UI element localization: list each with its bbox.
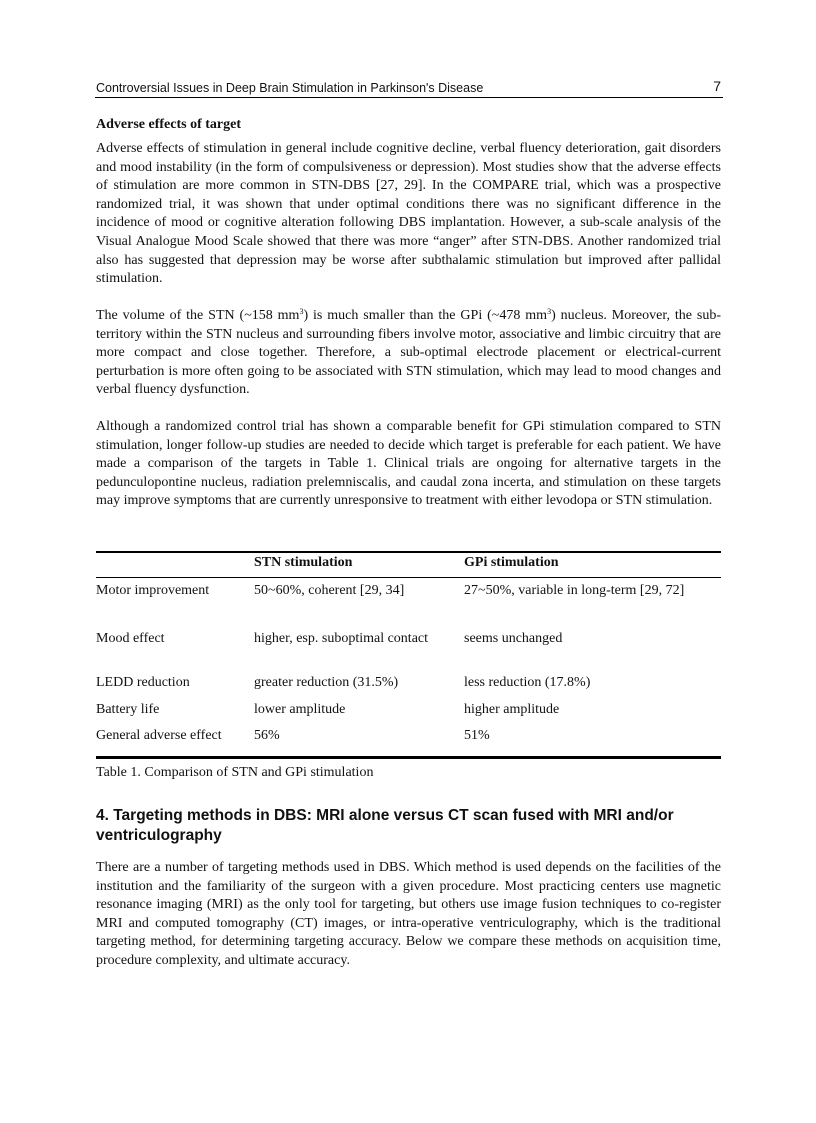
section-heading-adverse-effects: Adverse effects of target bbox=[96, 117, 241, 132]
running-head-title: Controversial Issues in Deep Brain Stimulation in Parkinson's Disease bbox=[96, 81, 484, 95]
table-row-label: Battery life bbox=[96, 702, 160, 717]
table-cell-gpi: 27~50%, variable in long-term [29, 72] bbox=[464, 583, 685, 598]
table-cell-gpi: higher amplitude bbox=[464, 702, 560, 717]
comparison-table bbox=[96, 551, 721, 759]
table-cell-gpi: less reduction (17.8%) bbox=[464, 675, 591, 690]
table-bottom-rule bbox=[96, 756, 721, 759]
paragraph-comparison-trials: Although a randomized control trial has shown a comparable benefit for GPi stimulation compared to STN stimulation, longer follow-up studies are needed to decide which target is preferable for each patient. We have made a comparison of the targets in Table 1. Clinical trials are ongoing for alternative targets in the pedunculopontine nucleus, radiation prelemniscalis, and caudal zona incerta, and stimulation on these targets may improve symptoms that are currently unresponsive to treatment with either levodopa or STN stimulation. bbox=[96, 419, 721, 509]
table-cell-stn: higher, esp. suboptimal contact bbox=[254, 631, 429, 646]
table-cell-stn: 56% bbox=[254, 728, 280, 743]
paragraph-stn-volume-text-3: ) nucleus. Moreover, the sub-territory within the STN nucleus and surrounding fibers involve motor, associative and limbic circuitry that are more compact and close together. Therefore, a sub-optimal electrode placement or electrical-current perturbation is more often going to be associated with STN stimulation, which may lead to mood changes and verbal fluency dysfunction. bbox=[96, 308, 721, 398]
paragraph-stn-volume-text-2: ) is much smaller than the GPi (~478 mm bbox=[303, 308, 548, 323]
table-cell-stn: 50~60%, coherent [29, 34] bbox=[254, 583, 405, 598]
table-row-label: LEDD reduction bbox=[96, 675, 190, 690]
paragraph-stn-volume-text-1: The volume of the STN (~158 mm bbox=[96, 308, 300, 323]
paragraph-adverse-effects: Adverse effects of stimulation in general include cognitive decline, verbal fluency deterioration, gait disorders and mood instability (in the form of compulsiveness or depression). Most studies show that the adverse effects of stimulation are more common in STN-DBS [27, 29]. In the COMPARE trial, which was a prospective randomized trial, it was shown that under optimal conditions there was no significant difference in the incidence of mood or cognitive alteration following DBS implantation. However, a sub-scale analysis of the Visual Analogue Mood Scale showed that there was more “anger” after STN-DBS. Another randomized trial also has suggested that depression may be worse after subthalamic stimulation but improved after pallidal stimulation. bbox=[96, 141, 721, 287]
table-cell-stn: greater reduction (31.5%) bbox=[254, 675, 399, 690]
table-cell-gpi: 51% bbox=[464, 728, 490, 743]
table-caption: Table 1. Comparison of STN and GPi stimulation bbox=[96, 765, 374, 780]
table-cell-gpi: seems unchanged bbox=[464, 631, 563, 646]
table-top-rule bbox=[96, 551, 721, 553]
table-header-gpi: GPi stimulation bbox=[464, 555, 559, 570]
section-heading-targeting-methods: 4. Targeting methods in DBS: MRI alone versus CT scan fused with MRI and/or ventriculography bbox=[96, 807, 674, 844]
table-header-rule bbox=[96, 577, 721, 578]
page-number: 7 bbox=[713, 78, 721, 94]
running-head bbox=[95, 80, 723, 98]
paragraph-targeting-methods: There are a number of targeting methods used in DBS. Which method is used depends on the facilities of the institution and the familiarity of the surgeon with a given procedure. Most practicing centers use magnetic resonance imaging (MRI) as the only tool for targeting, but others use image fusion techniques to co-register MRI and computed tomography (CT) images, or intra-operative ventriculography, which is the traditional targeting method, for determining targeting accuracy. Below we compare these methods on acquisition time, procedure complexity, and ultimate accuracy. bbox=[96, 860, 721, 968]
table-row-label: Motor improvement bbox=[96, 583, 210, 598]
table-cell-stn: lower amplitude bbox=[254, 702, 346, 717]
table-header-stn: STN stimulation bbox=[254, 555, 353, 570]
paragraph-stn-volume bbox=[96, 307, 721, 400]
table-row-label: Mood effect bbox=[96, 631, 165, 646]
superscript-3: 3 bbox=[299, 307, 304, 316]
superscript-3: 3 bbox=[547, 307, 552, 316]
table-row-label: General adverse effect bbox=[96, 728, 222, 743]
